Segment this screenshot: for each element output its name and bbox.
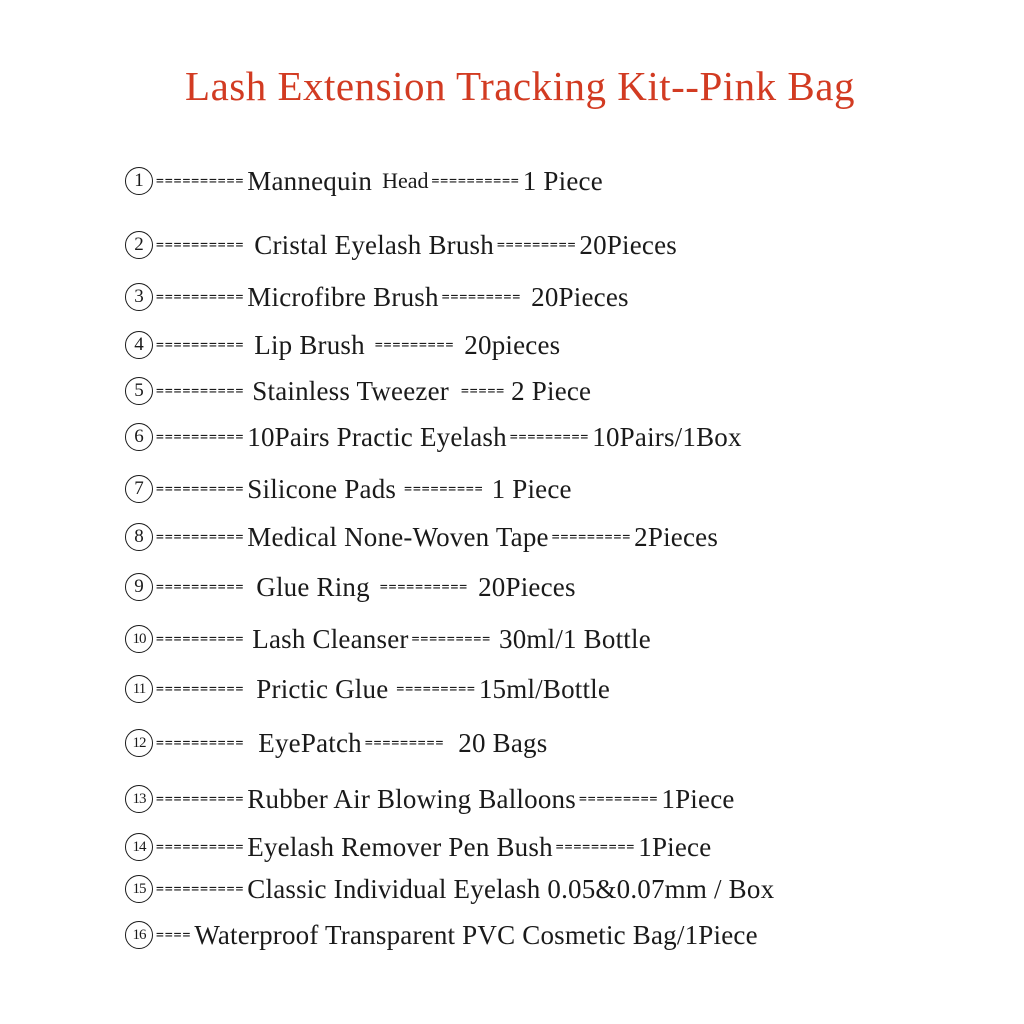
list-item (125, 228, 677, 262)
item-number: 5 (125, 377, 153, 405)
dash-leader: ========== (379, 579, 469, 595)
list-item (125, 328, 560, 362)
item-name: Microfibre Brush (247, 281, 439, 312)
item-number: 8 (125, 523, 153, 551)
list-item (125, 374, 591, 408)
item-name: Lip Brush (254, 329, 365, 360)
dash-leader: ========== (156, 481, 245, 497)
item-name: Cristal Eyelash Brush (254, 229, 494, 260)
dash-leader: ========== (156, 681, 245, 697)
item-name: Mannequin (247, 165, 373, 196)
dash-leader: ========== (156, 791, 245, 807)
item-number: 6 (125, 423, 153, 451)
item-name: Medical None-Woven Tape (247, 521, 549, 552)
item-name: Silicone Pads (247, 473, 397, 504)
item-quantity: 1 Piece (491, 473, 572, 504)
item-name: Rubber Air Blowing Balloons (247, 783, 576, 814)
item-name: 10Pairs Practic Eyelash (247, 421, 507, 452)
list-item (125, 622, 651, 656)
item-number: 11 (125, 675, 153, 703)
dash-leader: ==== (156, 927, 192, 943)
item-number: 16 (125, 921, 153, 949)
item-quantity: 2 Piece (511, 375, 592, 406)
item-number: 13 (125, 785, 153, 813)
item-quantity: 1Piece (661, 783, 735, 814)
list-item (125, 872, 774, 906)
dash-leader: ========== (156, 173, 245, 189)
dash-leader: ========== (156, 735, 245, 751)
dash-leader: ========== (156, 237, 245, 253)
dash-leader: ========= (364, 735, 445, 751)
dash-leader: ========== (156, 881, 245, 897)
dash-leader: ========= (551, 529, 632, 545)
dash-leader: ========== (156, 289, 245, 305)
item-number: 15 (125, 875, 153, 903)
item-name: EyePatch (258, 727, 362, 758)
item-number: 2 (125, 231, 153, 259)
dash-leader: ========== (156, 429, 245, 445)
list-item (125, 782, 735, 816)
list-item (125, 420, 742, 454)
item-quantity: 20pieces (464, 329, 561, 360)
item-number: 1 (125, 167, 153, 195)
dash-leader: ========= (404, 481, 484, 497)
item-number: 14 (125, 833, 153, 861)
dash-leader: ========= (441, 289, 522, 305)
item-quantity: 2Pieces (634, 521, 719, 552)
list-item (125, 918, 758, 952)
dash-leader: ========== (156, 839, 245, 855)
item-number: 9 (125, 573, 153, 601)
item-name-suffix: Head (382, 168, 429, 193)
item-name: Classic Individual Eyelash 0.05&0.07mm / Box (247, 873, 775, 904)
list-item (125, 520, 718, 554)
dash-leader: ========= (578, 791, 659, 807)
list-item (125, 472, 572, 506)
dash-leader: ========== (156, 631, 245, 647)
dash-leader: ========== (156, 383, 245, 399)
dash-leader: ========= (555, 839, 636, 855)
dash-leader: ========= (374, 337, 455, 353)
item-quantity: 1Piece (638, 831, 712, 862)
item-quantity: 20Pieces (478, 571, 576, 602)
item-name: Prictic Glue (256, 673, 389, 704)
item-quantity: 20Pieces (579, 229, 677, 260)
list-item (125, 280, 629, 314)
item-quantity: 30ml/1 Bottle (499, 623, 651, 654)
list-item (125, 830, 711, 864)
dash-leader: ========== (156, 529, 245, 545)
item-number: 3 (125, 283, 153, 311)
list-item (125, 726, 547, 760)
page-title: Lash Extension Tracking Kit--Pink Bag (185, 63, 855, 109)
list-item (125, 164, 603, 198)
dash-leader: ========== (431, 173, 520, 189)
dash-leader: ========= (396, 681, 476, 697)
list-item (125, 570, 576, 604)
dash-leader: ========= (509, 429, 590, 445)
dash-leader: ===== (460, 383, 506, 399)
item-name: Waterproof Transparent PVC Cosmetic Bag/1Piece (194, 919, 758, 950)
item-quantity: 20 Bags (458, 727, 548, 758)
dash-leader: ========= (411, 631, 492, 647)
dash-leader: ========== (156, 579, 245, 595)
item-name: Stainless Tweezer (252, 375, 449, 406)
item-quantity: 1 Piece (522, 165, 603, 196)
item-name: Eyelash Remover Pen Bush (247, 831, 553, 862)
item-number: 4 (125, 331, 153, 359)
item-quantity: 10Pairs/1Box (592, 421, 742, 452)
dash-leader: ========= (496, 237, 577, 253)
item-number: 10 (125, 625, 153, 653)
item-number: 7 (125, 475, 153, 503)
item-name: Lash Cleanser (252, 623, 409, 654)
item-number: 12 (125, 729, 153, 757)
item-quantity: 20Pieces (531, 281, 629, 312)
dash-leader: ========== (156, 337, 245, 353)
item-name: Glue Ring (256, 571, 370, 602)
item-quantity: 15ml/Bottle (478, 673, 611, 704)
list-item (125, 672, 610, 706)
